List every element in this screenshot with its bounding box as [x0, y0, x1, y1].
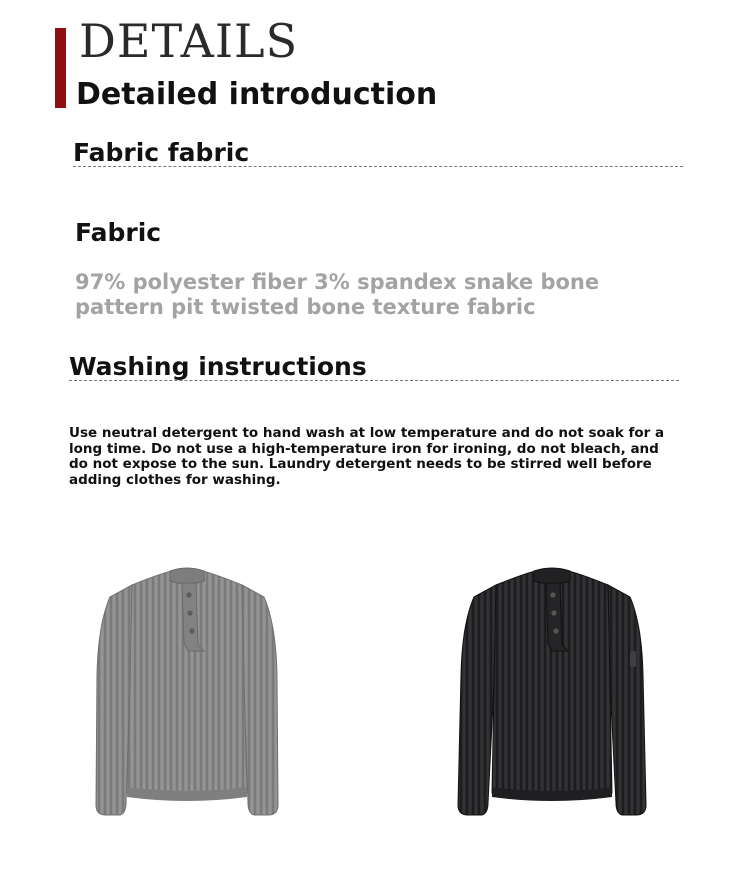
- accent-bar: [55, 28, 66, 108]
- gray-henley-sweater-icon: [92, 565, 282, 820]
- fabric-label: Fabric: [75, 218, 162, 247]
- gray-sweater-image: [92, 565, 282, 820]
- divider: [69, 380, 679, 381]
- page-title: DETAILS: [79, 14, 299, 68]
- washing-section-heading: Washing instructions: [69, 352, 367, 381]
- black-sweater-image: [454, 565, 650, 820]
- page-subtitle: Detailed introduction: [76, 77, 438, 112]
- fabric-description: 97% polyester fiber 3% spandex snake bone pattern pit twisted bone texture fabric: [75, 270, 600, 319]
- washing-instructions-text: Use neutral detergent to hand wash at low temperature and do not soak for a long time. Do not use a high-temperature iron for ironing, do not bleach, and do not expose to the sun. Laundry detergent needs to be stirred well before adding clothes for washing.: [69, 425, 665, 488]
- fabric-section-heading: Fabric fabric: [73, 138, 250, 167]
- black-henley-sweater-icon: [454, 565, 650, 820]
- divider: [73, 166, 683, 167]
